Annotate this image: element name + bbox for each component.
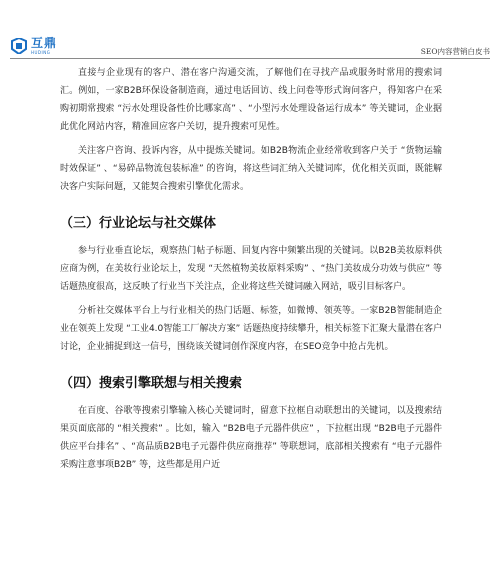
body-paragraph: 参与行业垂直论坛，观察热门帖子标题、回复内容中频繁出现的关键词。以B2B美妆原料供应商为例，在美妆行业论坛上，发现 “天然植物美妆原料采购” 、“热门美妆成分功效与供应” 等话题热度很高，这反映了行业当下关注点，企业将这些关键词融入网站，吸引目标客户。 <box>60 246 442 292</box>
logo-text: 互鼎 <box>31 36 58 50</box>
page-header <box>0 0 500 64</box>
company-logo <box>10 36 80 56</box>
document-body <box>60 64 442 474</box>
logo-subtext: HUDING <box>31 50 51 55</box>
logo-mark-icon <box>10 38 28 54</box>
section-heading: （三）行业论坛与社交媒体 <box>60 216 217 231</box>
body-paragraph: 在百度、谷歌等搜索引擎输入核心关键词时，留意下拉框自动联想出的关键词，以及搜索结果页面底部的 “相关搜索” 。比如，输入 “B2B电子元器件供应” ，下拉框出现 “B2B电子元器件供应平台排名” 、“高品质B2B电子元器件供应商推荐” 等联想词，底部相关搜索有 “电子元器件采购注意事项B2B” 等，这些都是用户近 <box>60 406 442 470</box>
header-rule <box>10 58 490 59</box>
document-title: SEO内容营销白皮书 <box>420 47 490 56</box>
body-paragraph: 分析社交媒体平台上与行业相关的热门话题、标签，如微博、领英等。一家B2B智能制造企业在领英上发现 “工业4.0智能工厂解决方案” 话题热度持续攀升，相关标签下汇聚大量潜在客户讨论，企业捕捉到这一信号，围绕该关键词创作深度内容，在SEO竞争中抢占先机。 <box>60 306 442 352</box>
section-heading: （四）搜索引擎联想与相关搜索 <box>60 376 243 391</box>
body-paragraph: 关注客户咨询、投诉内容，从中提炼关键词。如B2B物流企业经常收到客户关于 “货物运输时效保证” 、“易碎品物流包装标准” 的咨询，将这些词汇纳入关键词库，优化相关页面，既能解决客户实际问题，又能契合搜索引擎优化需求。 <box>60 146 442 192</box>
body-paragraph: 直接与企业现有的客户、潜在客户沟通交流，了解他们在寻找产品或服务时常用的搜索词汇。例如，一家B2B环保设备制造商，通过电话回访、线上问卷等形式询问客户，得知客户在采购初期常搜索 “污水处理设备性价比哪家高” 、“小型污水处理设备运行成本” 等关键词，企业据此优化网站内容，精准回应客户关切，提升搜索可见性。 <box>60 68 442 132</box>
